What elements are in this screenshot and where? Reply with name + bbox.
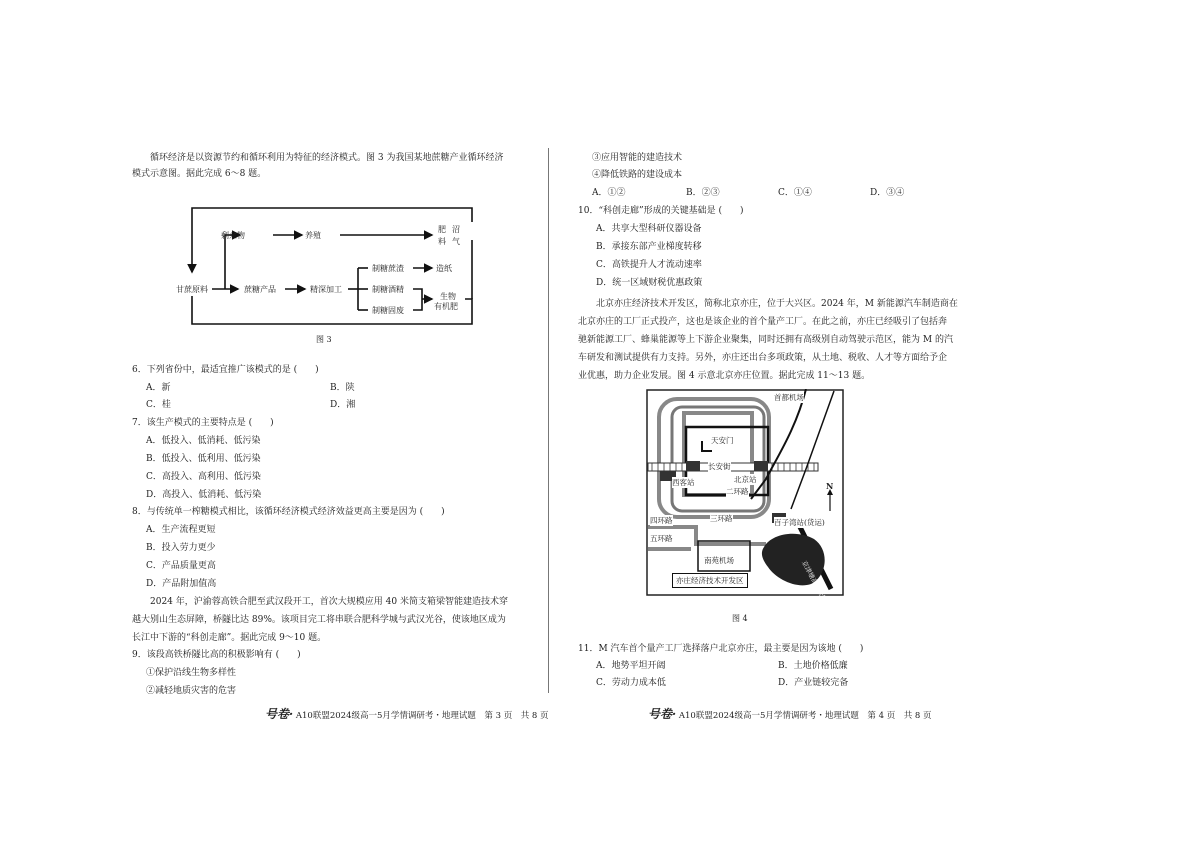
q7-option-b: B．低投入、低利用、低污染 xyxy=(146,454,261,464)
node-bagasse: 制糖蔗渣 xyxy=(372,264,404,273)
q8-option-c: C．产品质量更高 xyxy=(146,561,216,571)
q6-option-a: A．新 xyxy=(146,383,171,393)
question-7: 7．该生产模式的主要特点是 ( ) xyxy=(132,418,274,428)
figure-3-caption: 图 3 xyxy=(316,335,332,344)
q10-option-c: C．高铁提升人才流动速率 xyxy=(596,260,702,270)
node-biogas-a: 沼 xyxy=(452,225,460,234)
q9-statement-2: ②减轻地质灾害的危害 xyxy=(146,686,237,696)
q9-option-c: C．①④ xyxy=(778,188,812,198)
question-6: 6．下列省份中，最适宜推广该模式的是 ( ) xyxy=(132,365,319,375)
q9-option-a: A．①② xyxy=(592,188,626,198)
label-third-ring: 三环路 xyxy=(710,514,733,523)
question-11: 11．M 汽车首个量产工厂选择落户北京亦庄，最主要是因为该地 ( ) xyxy=(578,644,864,654)
label-capital-airport: 首都机场 xyxy=(774,393,804,402)
q7-option-c: C．高投入、高利用、低污染 xyxy=(146,472,261,482)
q11-option-a: A．地势平坦开阔 xyxy=(596,661,666,671)
q9-option-d: D．③④ xyxy=(870,188,905,198)
figure-4-caption: 图 4 xyxy=(732,614,748,623)
question-8: 8．与传统单一榨糖模式相比，该循环经济模式经济效益更高主要是因为 ( ) xyxy=(132,507,445,517)
left-footer-text: A10联盟2024级高一5月学情调研考・地理试题 第 3 页 共 8 页 xyxy=(295,711,549,721)
node-filter-waste: 制糖固废 xyxy=(372,306,404,315)
north-indicator: N xyxy=(826,481,834,491)
q9-statement-4: ④降低铁路的建设成本 xyxy=(592,170,683,180)
page-divider xyxy=(548,148,549,693)
label-west-station: 西客站 xyxy=(672,478,695,487)
question-10: 10．“科创走廊”形成的关键基础是 ( ) xyxy=(578,206,744,216)
label-fifth-ring: 五环路 xyxy=(650,534,673,543)
label-changan: 长安街 xyxy=(708,462,731,471)
map-figure-4 xyxy=(646,389,844,604)
q6-option-c: C．桂 xyxy=(146,400,171,410)
q9-statement-3: ③应用智能的建造技术 xyxy=(592,153,683,163)
para-yizhuang-line2: 北京亦庄的工厂正式投产，这也是该企业的首个量产工厂。在此之前，亦庄已经吸引了包括奔 xyxy=(578,317,948,327)
label-baiziwan: 百子湾站(货运) xyxy=(774,518,825,527)
q8-option-b: B．投入劳力更少 xyxy=(146,543,216,553)
node-residue: 剩余物 xyxy=(221,231,245,240)
q9-option-b: B．②③ xyxy=(686,188,720,198)
node-breeding: 养殖 xyxy=(305,231,321,240)
node-deep-processing: 精深加工 xyxy=(310,285,342,294)
node-sugarcane: 甘蔗原料 xyxy=(176,285,208,294)
node-fertilizer-b: 料 xyxy=(438,237,446,246)
q11-option-c: C．劳动力成本低 xyxy=(596,678,666,688)
intro-text-line2: 模式示意图。据此完成 6～8 题。 xyxy=(132,169,267,179)
q10-option-d: D．统一区域财税优惠政策 xyxy=(596,278,703,288)
para-yizhuang-line1: 北京亦庄经济技术开发区，简称北京亦庄，位于大兴区。2024 年，M 新能源汽车制造商在 xyxy=(596,299,958,309)
node-cane-sugar: 蔗糖产品 xyxy=(244,285,276,294)
para2-line2: 越大别山生态屏障，桥隧比达 89%。该项目完工将串联合肥科学城与武汉光谷，使该地区成为 xyxy=(132,615,506,625)
label-yizhuang-zone: 亦庄经济技术开发区 xyxy=(672,573,748,588)
q11-option-d: D．产业链较完备 xyxy=(778,678,849,688)
q7-option-d: D．高投入、低消耗、低污染 xyxy=(146,490,262,500)
para2-line3: 长江中下游的“科创走廊”。据此完成 9～10 题。 xyxy=(132,633,327,643)
label-tiananmen: 天安门 xyxy=(711,436,734,445)
label-beijing-station: 北京站 xyxy=(734,475,757,484)
para-yizhuang-line4: 车研发和测试提供有力支持。另外，亦庄还出台多项政策，从土地、税收、人才等方面给予企 xyxy=(578,353,948,363)
q8-option-d: D．产品附加值高 xyxy=(146,579,217,589)
para-yizhuang-line5: 业优惠，助力企业发展。图 4 示意北京亦庄位置。据此完成 11～13 题。 xyxy=(578,371,871,381)
label-fourth-ring: 四环路 xyxy=(650,516,673,525)
node-bio-b: 有机肥 xyxy=(434,302,458,311)
label-expressway: 京津塘高速公路 xyxy=(800,559,829,604)
q10-option-b: B．承接东部产业梯度转移 xyxy=(596,242,702,252)
q7-option-a: A．低投入、低消耗、低污染 xyxy=(146,436,261,446)
q6-option-d: D．湘 xyxy=(330,400,356,410)
brand-logo: 号卷· xyxy=(265,707,294,721)
label-second-ring: 二环路 xyxy=(726,487,749,496)
q10-option-a: A．共享大型科研仪器设备 xyxy=(596,224,702,234)
node-molasses: 制糖酒精 xyxy=(372,285,404,294)
node-fertilizer-a: 肥 xyxy=(438,225,446,234)
q6-option-b: B．陕 xyxy=(330,383,355,393)
label-nanyuan-airport: 南苑机场 xyxy=(704,556,734,565)
node-paper: 造纸 xyxy=(436,264,452,273)
node-bio-a: 生物 xyxy=(440,292,456,301)
para-yizhuang-line3: 驰新能源工厂、蜂巢能源等上下游企业聚集，同时还拥有高级别自动驾驶示范区，能为 M 的汽 xyxy=(578,335,953,345)
question-9: 9．该段高铁桥隧比高的积极影响有 ( ) xyxy=(132,650,301,660)
left-footer xyxy=(265,705,549,722)
para2-line1: 2024 年，沪渝蓉高铁合肥至武汉段开工，首次大规模应用 40 米简支箱梁智能建造技术穿 xyxy=(150,597,508,607)
brand-logo-right: 号卷· xyxy=(648,707,677,721)
q8-option-a: A．生产流程更短 xyxy=(146,525,216,535)
right-footer xyxy=(648,705,932,722)
right-footer-text: A10联盟2024级高一5月学情调研考・地理试题 第 4 页 共 8 页 xyxy=(678,711,932,721)
q9-statement-1: ①保护沿线生物多样性 xyxy=(146,668,237,678)
node-biogas-b: 气 xyxy=(452,237,460,246)
q11-option-b: B．土地价格低廉 xyxy=(778,661,848,671)
intro-text-line1: 循环经济是以资源节约和循环利用为特征的经济模式。图 3 为我国某地蔗糖产业循环经济 xyxy=(150,153,504,163)
